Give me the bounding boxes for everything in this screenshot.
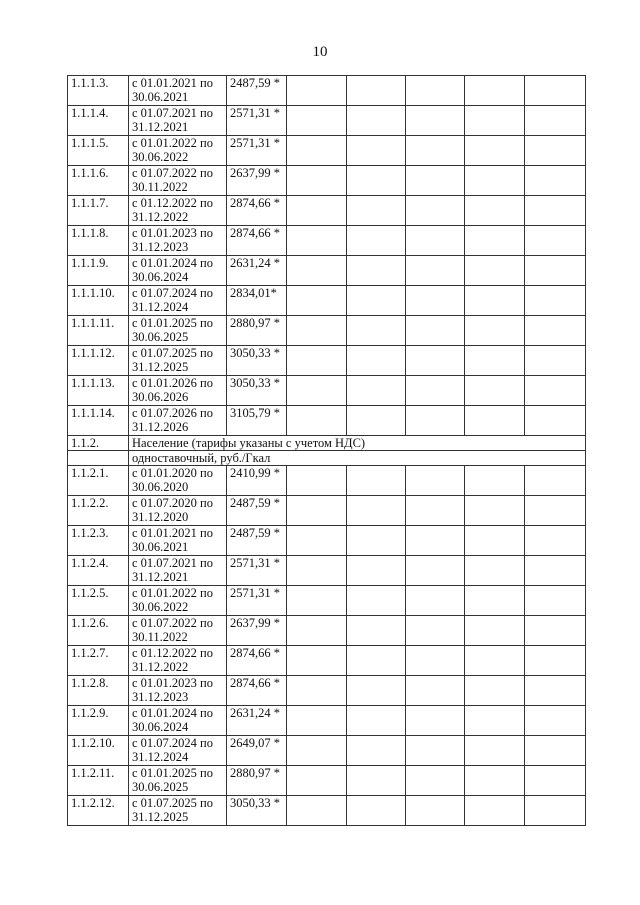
empty-cell — [525, 706, 586, 736]
table-row — [68, 106, 586, 136]
period-cell — [129, 376, 227, 406]
empty-cell — [525, 226, 586, 256]
section-number-empty — [68, 451, 129, 466]
empty-cell — [406, 136, 465, 166]
empty-cell — [287, 226, 347, 256]
period-cell — [129, 646, 227, 676]
empty-cell — [287, 616, 347, 646]
table-row — [68, 406, 586, 436]
period-end: 30.06.2024 — [132, 720, 189, 734]
tariff-value: 2649,07 * — [227, 736, 287, 766]
empty-cell — [525, 106, 586, 136]
period-cell — [129, 556, 227, 586]
section-header — [68, 436, 586, 466]
empty-cell — [287, 796, 347, 826]
empty-cell — [406, 166, 465, 196]
empty-cell — [406, 226, 465, 256]
period-start: с 01.07.2022 по — [132, 166, 213, 180]
period-cell — [129, 226, 227, 256]
period-start: с 01.01.2025 по — [132, 766, 213, 780]
period-cell — [129, 496, 227, 526]
section-subtitle: одноставочный, руб./Гкал — [129, 451, 586, 466]
empty-cell — [347, 466, 406, 496]
table-row — [68, 466, 586, 496]
empty-cell — [287, 586, 347, 616]
table-row — [68, 646, 586, 676]
tariff-value: 3105,79 * — [227, 406, 287, 436]
page-number: 10 — [312, 44, 328, 60]
row-number: 1.1.2.11. — [68, 766, 129, 796]
period-start: с 01.12.2022 по — [132, 196, 213, 210]
empty-cell — [287, 286, 347, 316]
empty-cell — [465, 496, 525, 526]
empty-cell — [406, 676, 465, 706]
tariff-value: 3050,33 * — [227, 376, 287, 406]
period-start: с 01.01.2020 по — [132, 466, 213, 480]
empty-cell — [347, 226, 406, 256]
empty-cell — [465, 676, 525, 706]
empty-cell — [525, 466, 586, 496]
tariff-value: 2487,59 * — [227, 496, 287, 526]
period-end: 30.06.2025 — [132, 330, 189, 344]
period-start: с 01.07.2024 по — [132, 286, 213, 300]
row-number: 1.1.1.13. — [68, 376, 129, 406]
empty-cell — [406, 76, 465, 106]
empty-cell — [525, 736, 586, 766]
empty-cell — [525, 616, 586, 646]
tariff-value: 3050,33 * — [227, 796, 287, 826]
empty-cell — [406, 736, 465, 766]
empty-cell — [465, 586, 525, 616]
period-end: 31.12.2024 — [132, 300, 189, 314]
empty-cell — [525, 76, 586, 106]
table-row — [68, 616, 586, 646]
row-number: 1.1.2.7. — [68, 646, 129, 676]
section-row — [68, 436, 586, 451]
table-row — [68, 76, 586, 106]
empty-cell — [347, 196, 406, 226]
table-row — [68, 556, 586, 586]
period-end: 30.06.2025 — [132, 780, 189, 794]
empty-cell — [465, 526, 525, 556]
table-row — [68, 166, 586, 196]
empty-cell — [465, 106, 525, 136]
empty-cell — [525, 766, 586, 796]
empty-cell — [525, 166, 586, 196]
empty-cell — [287, 766, 347, 796]
empty-cell — [287, 76, 347, 106]
section-number: 1.1.2. — [68, 436, 129, 451]
tariff-value: 2571,31 * — [227, 586, 287, 616]
empty-cell — [347, 136, 406, 166]
tariff-table — [67, 75, 586, 826]
empty-cell — [287, 376, 347, 406]
period-end: 31.12.2025 — [132, 360, 189, 374]
empty-cell — [465, 646, 525, 676]
period-end: 30.06.2026 — [132, 390, 189, 404]
empty-cell — [347, 766, 406, 796]
period-cell — [129, 586, 227, 616]
period-start: с 01.07.2024 по — [132, 736, 213, 750]
period-cell — [129, 526, 227, 556]
empty-cell — [347, 376, 406, 406]
period-cell — [129, 106, 227, 136]
period-cell — [129, 706, 227, 736]
row-number: 1.1.2.9. — [68, 706, 129, 736]
period-end: 31.12.2020 — [132, 510, 189, 524]
empty-cell — [406, 586, 465, 616]
empty-cell — [465, 766, 525, 796]
period-end: 30.06.2021 — [132, 90, 189, 104]
tariff-value: 2637,99 * — [227, 616, 287, 646]
period-start: с 01.07.2026 по — [132, 406, 213, 420]
empty-cell — [406, 316, 465, 346]
empty-cell — [287, 736, 347, 766]
empty-cell — [406, 106, 465, 136]
tariff-value: 3050,33 * — [227, 346, 287, 376]
period-end: 31.12.2023 — [132, 690, 189, 704]
section-subtitle-row — [68, 451, 586, 466]
table-row — [68, 376, 586, 406]
empty-cell — [287, 406, 347, 436]
row-number: 1.1.2.2. — [68, 496, 129, 526]
empty-cell — [406, 496, 465, 526]
empty-cell — [465, 796, 525, 826]
empty-cell — [347, 316, 406, 346]
table-row — [68, 226, 586, 256]
period-end: 30.11.2022 — [132, 180, 188, 194]
table-row — [68, 346, 586, 376]
empty-cell — [347, 526, 406, 556]
period-end: 30.11.2022 — [132, 630, 188, 644]
period-end: 31.12.2022 — [132, 660, 189, 674]
row-number: 1.1.1.7. — [68, 196, 129, 226]
empty-cell — [287, 196, 347, 226]
empty-cell — [406, 406, 465, 436]
empty-cell — [525, 796, 586, 826]
empty-cell — [287, 706, 347, 736]
table-row — [68, 496, 586, 526]
empty-cell — [406, 286, 465, 316]
period-end: 30.06.2020 — [132, 480, 189, 494]
empty-cell — [525, 376, 586, 406]
period-start: с 01.07.2022 по — [132, 616, 213, 630]
period-cell — [129, 166, 227, 196]
period-cell — [129, 136, 227, 166]
empty-cell — [406, 766, 465, 796]
empty-cell — [347, 106, 406, 136]
period-cell — [129, 676, 227, 706]
period-cell — [129, 196, 227, 226]
empty-cell — [525, 586, 586, 616]
row-number: 1.1.1.9. — [68, 256, 129, 286]
period-start: с 01.07.2021 по — [132, 556, 213, 570]
tariff-value: 2874,66 * — [227, 646, 287, 676]
empty-cell — [525, 256, 586, 286]
empty-cell — [465, 346, 525, 376]
empty-cell — [347, 406, 406, 436]
empty-cell — [287, 166, 347, 196]
period-start: с 01.01.2026 по — [132, 376, 213, 390]
period-start: с 01.01.2021 по — [132, 76, 213, 90]
empty-cell — [525, 556, 586, 586]
empty-cell — [287, 316, 347, 346]
row-number: 1.1.2.4. — [68, 556, 129, 586]
period-end: 30.06.2021 — [132, 540, 189, 554]
empty-cell — [406, 256, 465, 286]
empty-cell — [525, 406, 586, 436]
row-number: 1.1.1.12. — [68, 346, 129, 376]
row-number: 1.1.2.3. — [68, 526, 129, 556]
row-number: 1.1.2.10. — [68, 736, 129, 766]
table-row — [68, 196, 586, 226]
period-cell — [129, 256, 227, 286]
row-number: 1.1.2.12. — [68, 796, 129, 826]
empty-cell — [465, 556, 525, 586]
empty-cell — [465, 376, 525, 406]
period-cell — [129, 286, 227, 316]
empty-cell — [347, 166, 406, 196]
period-start: с 01.01.2023 по — [132, 226, 213, 240]
period-end: 30.06.2022 — [132, 150, 189, 164]
tariff-value: 2571,31 * — [227, 136, 287, 166]
empty-cell — [465, 286, 525, 316]
empty-cell — [525, 496, 586, 526]
row-number: 1.1.1.5. — [68, 136, 129, 166]
empty-cell — [406, 646, 465, 676]
empty-cell — [465, 706, 525, 736]
empty-cell — [287, 676, 347, 706]
empty-cell — [287, 106, 347, 136]
empty-cell — [525, 316, 586, 346]
tariff-value: 2571,31 * — [227, 106, 287, 136]
empty-cell — [347, 676, 406, 706]
empty-cell — [406, 196, 465, 226]
tariff-rows-bottom — [68, 466, 586, 826]
empty-cell — [406, 376, 465, 406]
period-start: с 01.01.2022 по — [132, 136, 213, 150]
empty-cell — [465, 166, 525, 196]
empty-cell — [465, 256, 525, 286]
empty-cell — [347, 646, 406, 676]
empty-cell — [347, 76, 406, 106]
empty-cell — [347, 256, 406, 286]
table-row — [68, 676, 586, 706]
tariff-value: 2874,66 * — [227, 226, 287, 256]
empty-cell — [347, 736, 406, 766]
row-number: 1.1.2.8. — [68, 676, 129, 706]
empty-cell — [347, 346, 406, 376]
empty-cell — [406, 466, 465, 496]
period-start: с 01.12.2022 по — [132, 646, 213, 660]
period-cell — [129, 316, 227, 346]
period-end: 31.12.2026 — [132, 420, 189, 434]
row-number: 1.1.1.3. — [68, 76, 129, 106]
row-number: 1.1.2.6. — [68, 616, 129, 646]
period-cell — [129, 796, 227, 826]
empty-cell — [465, 406, 525, 436]
period-start: с 01.07.2020 по — [132, 496, 213, 510]
empty-cell — [287, 646, 347, 676]
row-number: 1.1.1.6. — [68, 166, 129, 196]
tariff-value: 2571,31 * — [227, 556, 287, 586]
empty-cell — [525, 676, 586, 706]
table-row — [68, 796, 586, 826]
empty-cell — [525, 286, 586, 316]
period-start: с 01.07.2025 по — [132, 796, 213, 810]
table-row — [68, 526, 586, 556]
empty-cell — [287, 346, 347, 376]
tariff-value: 2410,99 * — [227, 466, 287, 496]
period-cell — [129, 76, 227, 106]
tariff-value: 2487,59 * — [227, 76, 287, 106]
tariff-value: 2880,97 * — [227, 766, 287, 796]
row-number: 1.1.2.1. — [68, 466, 129, 496]
table-row — [68, 586, 586, 616]
empty-cell — [406, 796, 465, 826]
table-row — [68, 286, 586, 316]
row-number: 1.1.1.10. — [68, 286, 129, 316]
tariff-value: 2874,66 * — [227, 196, 287, 226]
section-title: Население (тарифы указаны с учетом НДС) — [129, 436, 586, 451]
empty-cell — [525, 346, 586, 376]
period-cell — [129, 616, 227, 646]
empty-cell — [347, 706, 406, 736]
table-row — [68, 766, 586, 796]
tariff-value: 2880,97 * — [227, 316, 287, 346]
tariff-value: 2631,24 * — [227, 256, 287, 286]
period-start: с 01.07.2021 по — [132, 106, 213, 120]
tariff-value: 2834,01* — [227, 286, 287, 316]
empty-cell — [465, 76, 525, 106]
empty-cell — [525, 646, 586, 676]
empty-cell — [525, 196, 586, 226]
empty-cell — [287, 496, 347, 526]
row-number: 1.1.1.14. — [68, 406, 129, 436]
period-cell — [129, 466, 227, 496]
period-start: с 01.01.2021 по — [132, 526, 213, 540]
table-row — [68, 706, 586, 736]
empty-cell — [465, 226, 525, 256]
empty-cell — [406, 616, 465, 646]
table-row — [68, 736, 586, 766]
empty-cell — [287, 256, 347, 286]
row-number: 1.1.1.8. — [68, 226, 129, 256]
period-cell — [129, 346, 227, 376]
tariff-value: 2631,24 * — [227, 706, 287, 736]
period-end: 31.12.2022 — [132, 210, 189, 224]
empty-cell — [347, 796, 406, 826]
table-row — [68, 136, 586, 166]
empty-cell — [406, 706, 465, 736]
empty-cell — [287, 136, 347, 166]
row-number: 1.1.1.11. — [68, 316, 129, 346]
period-start: с 01.07.2025 по — [132, 346, 213, 360]
period-end: 30.06.2024 — [132, 270, 189, 284]
tariff-rows-top — [68, 76, 586, 436]
period-start: с 01.01.2024 по — [132, 706, 213, 720]
empty-cell — [287, 526, 347, 556]
empty-cell — [287, 466, 347, 496]
empty-cell — [465, 736, 525, 766]
empty-cell — [347, 556, 406, 586]
period-end: 31.12.2024 — [132, 750, 189, 764]
period-end: 31.12.2021 — [132, 570, 189, 584]
empty-cell — [347, 286, 406, 316]
row-number: 1.1.2.5. — [68, 586, 129, 616]
empty-cell — [406, 346, 465, 376]
empty-cell — [465, 316, 525, 346]
period-start: с 01.01.2024 по — [132, 256, 213, 270]
empty-cell — [465, 466, 525, 496]
period-cell — [129, 406, 227, 436]
table-row — [68, 256, 586, 286]
row-number: 1.1.1.4. — [68, 106, 129, 136]
period-end: 31.12.2021 — [132, 120, 189, 134]
empty-cell — [406, 556, 465, 586]
period-start: с 01.01.2022 по — [132, 586, 213, 600]
period-start: с 01.01.2025 по — [132, 316, 213, 330]
table-row — [68, 316, 586, 346]
tariff-value: 2487,59 * — [227, 526, 287, 556]
period-end: 30.06.2022 — [132, 600, 189, 614]
empty-cell — [347, 496, 406, 526]
empty-cell — [525, 526, 586, 556]
tariff-value: 2874,66 * — [227, 676, 287, 706]
empty-cell — [465, 136, 525, 166]
period-cell — [129, 766, 227, 796]
period-cell — [129, 736, 227, 766]
period-start: с 01.01.2023 по — [132, 676, 213, 690]
period-end: 31.12.2023 — [132, 240, 189, 254]
empty-cell — [465, 616, 525, 646]
empty-cell — [525, 136, 586, 166]
empty-cell — [465, 196, 525, 226]
empty-cell — [347, 586, 406, 616]
empty-cell — [347, 616, 406, 646]
period-end: 31.12.2025 — [132, 810, 189, 824]
empty-cell — [406, 526, 465, 556]
tariff-value: 2637,99 * — [227, 166, 287, 196]
empty-cell — [287, 556, 347, 586]
